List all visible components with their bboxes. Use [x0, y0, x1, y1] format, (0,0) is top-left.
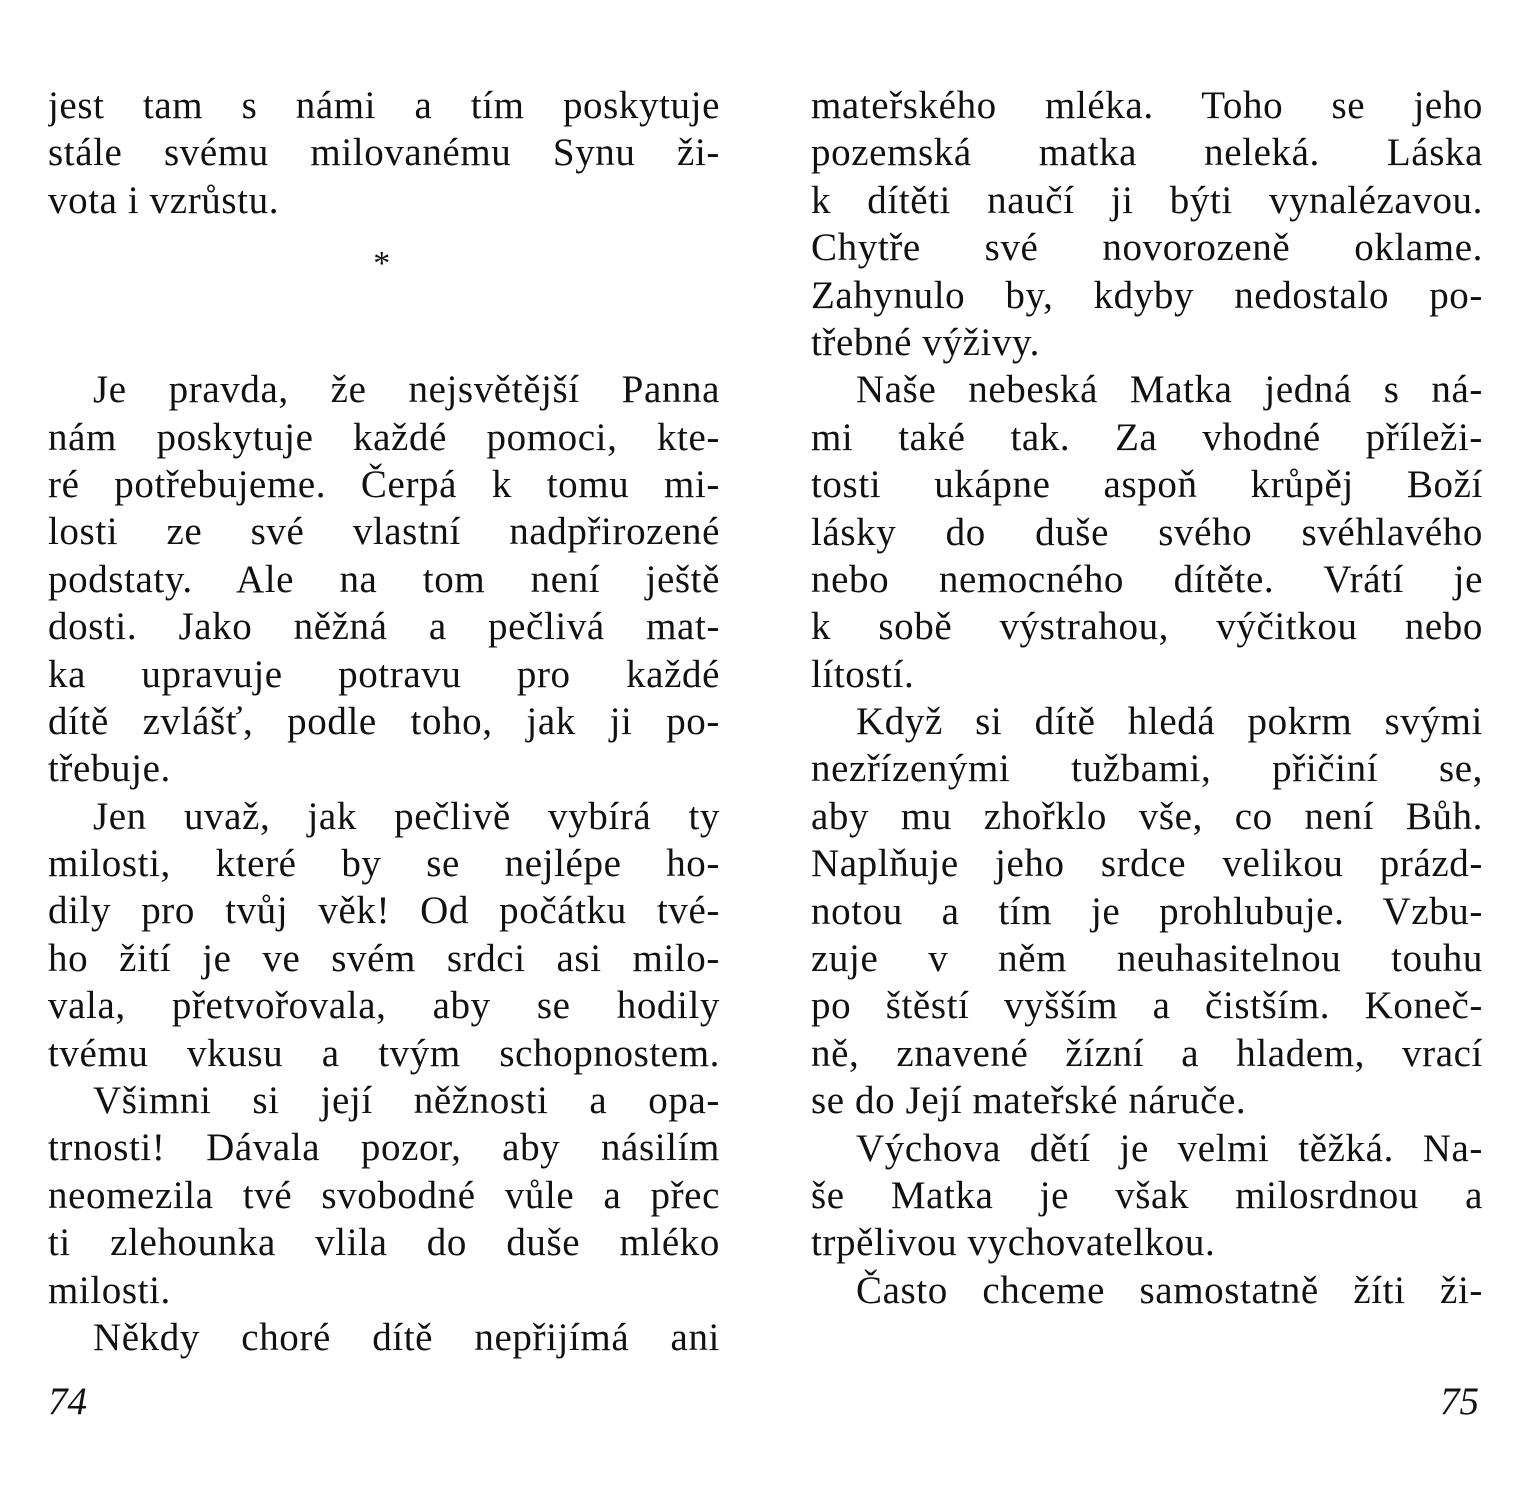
text-line: lásky do duše svého svéhlavého	[811, 510, 1483, 554]
text-line: k sobě výstrahou, výčitkou nebo	[811, 605, 1483, 649]
text-line: po štěstí vyšším a čistším. Koneč-	[811, 984, 1483, 1028]
text-line: Naše nebeská Matka jedná s ná-	[856, 368, 1483, 412]
page-number: 75	[1440, 1380, 1479, 1423]
text-line: milosti.	[48, 1268, 171, 1312]
text-line: třebné výživy.	[811, 320, 1040, 364]
text-line: neomezila tvé svobodné vůle a přec	[48, 1173, 720, 1217]
text-line: losti ze své vlastní nadpřirozené	[48, 510, 720, 554]
text-line: stále svému milovanému Synu ži-	[48, 131, 720, 175]
text-line: Když si dítě hledá pokrm svými	[856, 700, 1483, 744]
text-line: Někdy choré dítě nepřijímá ani	[93, 1315, 720, 1359]
text-line: lítostí.	[811, 652, 915, 696]
text-line: milosti, které by se nejlépe ho-	[48, 842, 720, 886]
text-line: tosti ukápne aspoň krůpěj Boží	[811, 463, 1483, 507]
right-page-text	[811, 82, 1483, 1314]
text-line: se do Její mateřské náruče.	[811, 1079, 1247, 1123]
text-line: Chytře své novorozeně oklame.	[811, 226, 1483, 270]
text-line: ka upravuje potravu pro každé	[48, 652, 720, 696]
left-page-text	[48, 82, 720, 1361]
text-line: k dítěti naučí ji býti vynalézavou.	[811, 178, 1483, 222]
text-line: mi také tak. Za vhodné příleži-	[811, 415, 1483, 459]
text-line: tvému vkusu a tvým schopnostem.	[48, 1031, 720, 1075]
page-number: 74	[48, 1380, 87, 1423]
text-line: ré potřebujeme. Čerpá k tomu mi-	[48, 462, 720, 506]
text-line: trnosti! Dávala pozor, aby násilím	[48, 1126, 720, 1170]
text-line: Jen uvaž, jak pečlivě vybírá ty	[93, 794, 720, 838]
text-line: notou a tím je prohlubuje. Vzbu-	[811, 889, 1483, 933]
text-line: jest tam s námi a tím poskytuje	[48, 84, 720, 127]
text-line: še Matka je však milosrdnou a	[811, 1173, 1483, 1217]
right-page	[764, 0, 1528, 1500]
text-line: dily pro tvůj věk! Od počátku tvé-	[48, 889, 720, 933]
asterisk-glyph: *	[373, 245, 391, 283]
text-line: Často chceme samostatně žíti ži-	[856, 1268, 1483, 1312]
text-line: dítě zvlášť, podle toho, jak ji po-	[48, 699, 720, 743]
text-line: nezřízenými tužbami, přičiní se,	[811, 747, 1483, 791]
text-line: Je pravda, že nejsvětější Panna	[93, 368, 720, 412]
text-line: ně, znavené žízní a hladem, vrací	[811, 1031, 1483, 1075]
text-line: vota i vzrůstu.	[48, 178, 280, 222]
text-line: třebuje.	[48, 747, 171, 791]
text-line: vala, přetvořovala, aby se hodily	[48, 984, 720, 1028]
text-line: Zahynulo by, kdyby nedostalo po-	[811, 273, 1483, 317]
text-line: nám poskytuje každé pomoci, kte-	[48, 415, 720, 459]
text-line: zuje v něm neuhasitelnou touhu	[811, 937, 1483, 981]
text-line: trpělivou vychovatelkou.	[811, 1221, 1216, 1265]
text-line: pozemská matka neleká. Láska	[811, 131, 1483, 175]
text-line: nebo nemocného dítěte. Vrátí je	[811, 557, 1483, 601]
text-line: ho žití je ve svém srdci asi milo-	[48, 936, 720, 980]
section-separator	[48, 224, 720, 366]
text-line: ti zlehounka vlila do duše mléko	[48, 1221, 720, 1265]
text-line: Všimni si její něžnosti a opa-	[93, 1079, 720, 1123]
text-line: podstaty. Ale na tom není ještě	[48, 557, 720, 601]
text-line: Naplňuje jeho srdce velikou prázd-	[811, 842, 1483, 886]
text-line: aby mu zhořklo vše, co není Bůh.	[811, 794, 1483, 838]
text-line: mateřského mléka. Toho se jeho	[811, 84, 1483, 127]
text-line: dosti. Jako něžná a pečlivá mat-	[48, 605, 720, 649]
text-line: Výchova dětí je velmi těžká. Na-	[856, 1126, 1483, 1170]
